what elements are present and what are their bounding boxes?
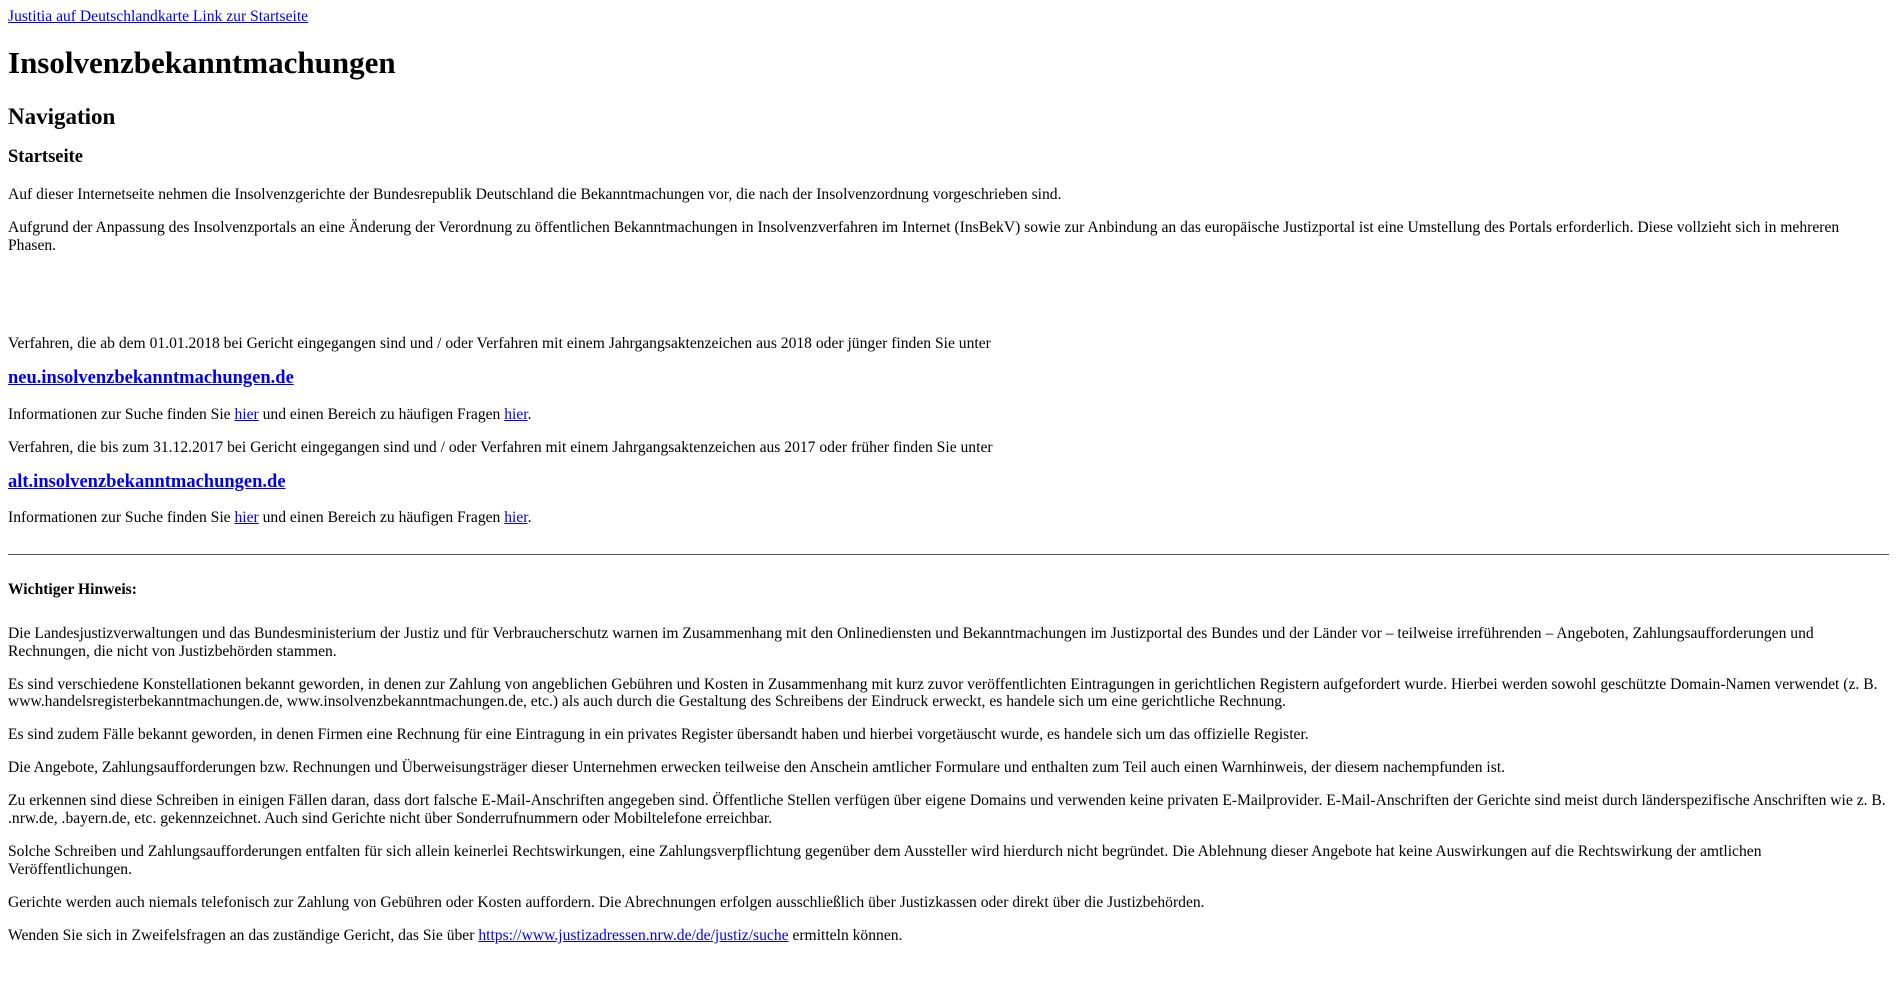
- notice-paragraph-5: Zu erkennen sind diese Schreiben in einigen Fällen daran, dass dort falsche E-Mail-Anschriften angegeben sind. Öffentliche Stellen verfügen über eigene Domains und verwenden keine privaten E-Mailprovider. E-Mail-Anschriften der Gerichte sind meist durch länderspezifische Anschriften wie z. B. .nrw.de, .bayern.de, etc. gekennzeichnet. Auch sind Gerichte nicht über Sonderrufnummern oder Mobiltelefone erreichbar.: [8, 792, 1886, 828]
- notice-paragraph-8-prefix: Wenden Sie sich in Zweifelsfragen an das zuständige Gericht, das Sie über: [8, 926, 479, 944]
- old-portal-info-prefix: Informationen zur Suche finden Sie: [8, 508, 235, 526]
- intro-paragraph-2: Aufgrund der Anpassung des Insolvenzportals an eine Änderung der Verordnung zu öffentlichen Bekanntmachungen in Insolvenzverfahren im Internet (InsBekV) sowie zur Anbindung an das europäische Justizportal ist eine Umstellung des Portals erforderlich. Diese vollzieht sich in mehreren Phasen.: [8, 218, 1840, 254]
- new-portal-heading: [8, 368, 1889, 388]
- new-portal-info-prefix: Informationen zur Suche finden Sie: [8, 405, 235, 423]
- old-portal-faq-link[interactable]: hier: [504, 508, 528, 526]
- old-portal-text: Verfahren, die bis zum 31.12.2017 bei Gericht eingegangen sind und / oder Verfahren mit einem Jahrgangsaktenzeichen aus 2017 oder früher finden Sie unter: [8, 438, 993, 456]
- old-portal-heading: [8, 472, 1889, 492]
- home-link[interactable]: Justitia auf Deutschlandkarte Link zur Startseite: [8, 8, 309, 25]
- new-portal-info: [8, 406, 1889, 424]
- page-title: Startseite: [8, 147, 83, 168]
- notice-paragraph-2: Es sind verschiedene Konstellationen bekannt geworden, in denen zur Zahlung von angeblichen Gebühren und Kosten in Zusammenhang mit kurz zuvor veröffentlichten Eintragungen in gerichtlichen Registern aufgefordert wurde. Hierbei werden sowohl geschützte Domain-Namen verwendet (z. B. www.handelsregisterbekanntmachungen.de, www.insolvenzbekanntmachungen.de, etc.) als auch durch die Gestaltung des Schreibens der Eindruck erweckt, es handele sich um eine gerichtliche Rechnung.: [8, 675, 1878, 711]
- divider: [8, 554, 1889, 555]
- spacer: [8, 269, 1889, 335]
- intro-paragraph-1: Auf dieser Internetseite nehmen die Insolvenzgerichte der Bundesrepublik Deutschland die Bekanntmachungen vor, die nach der Insolvenzordnung vorgeschrieben sind.: [8, 185, 1062, 203]
- new-portal-faq-link[interactable]: hier: [504, 405, 528, 423]
- new-portal-search-help-link[interactable]: hier: [234, 405, 259, 423]
- notice-paragraph-1: Die Landesjustizverwaltungen und das Bundesministerium der Justiz und für Verbraucherschutz warnen im Zusammenhang mit den Onlinediensten und Bekanntmachungen im Justizportal des Bundes und der Länder vor – teilweise irreführenden – Angeboten, Zahlungsaufforderungen und Rechnungen, die nicht von Justizbehörden stammen.: [8, 624, 1814, 660]
- new-portal-info-suffix: .: [527, 405, 532, 423]
- notice-paragraph-4: Die Angebote, Zahlungsaufforderungen bzw. Rechnungen und Überweisungsträger dieser Unternehmen erwecken teilweise den Anschein amtlicher Formulare und enthalten zum Teil auch einen Warnhinweis, der diesem nachempfunden ist.: [8, 759, 1506, 777]
- old-portal-info-suffix: .: [527, 508, 532, 526]
- notice-title-text: Wichtiger Hinweis:: [8, 580, 137, 598]
- old-portal-info-middle: und einen Bereich zu häufigen Fragen: [258, 508, 505, 526]
- new-portal-link[interactable]: neu.insolvenzbekanntmachungen.de: [8, 368, 294, 389]
- notice-paragraph-6: Solche Schreiben und Zahlungsaufforderungen entfalten für sich allein keinerlei Rechtswirkungen, eine Zahlungsverpflichtung gegenüber dem Aussteller wird hierdurch nicht begründet. Die Ablehnung dieser Angebote hat keine Auswirkungen auf die Rechtswirkung der amtlichen Veröffentlichungen.: [8, 843, 1762, 879]
- home-link-container: [8, 8, 1889, 26]
- navigation-heading: Navigation: [8, 104, 116, 130]
- site-title: Insolvenzbekanntmachungen: [8, 44, 396, 80]
- notice-paragraph-3: Es sind zudem Fälle bekannt geworden, in denen Firmen eine Rechnung für eine Eintragung in ein privates Register übersandt haben und hierbei vorgetäuscht wurde, es handele sich um das offizielle Register.: [8, 726, 1309, 744]
- old-portal-search-help-link[interactable]: hier: [234, 508, 259, 526]
- notice-paragraph-8: [8, 927, 1889, 945]
- notice-paragraph-8-suffix: ermitteln können.: [788, 926, 903, 944]
- notice-paragraph-7: Gerichte werden auch niemals telefonisch zur Zahlung von Gebühren oder Kosten auffordern. Die Abrechnungen erfolgen ausschließlich über Justizkassen oder direkt über die Justizbehörden.: [8, 893, 1205, 911]
- new-portal-info-middle: und einen Bereich zu häufigen Fragen: [258, 405, 505, 423]
- old-portal-link[interactable]: alt.insolvenzbekanntmachungen.de: [8, 471, 286, 492]
- notice-title: [8, 581, 1889, 599]
- new-portal-text: Verfahren, die ab dem 01.01.2018 bei Gericht eingegangen sind und / oder Verfahren mit einem Jahrgangsaktenzeichen aus 2018 oder jünger finden Sie unter: [8, 335, 991, 353]
- court-address-search-link[interactable]: https://www.justizadressen.nrw.de/de/justiz/suche: [478, 926, 789, 944]
- old-portal-info: [8, 509, 1889, 527]
